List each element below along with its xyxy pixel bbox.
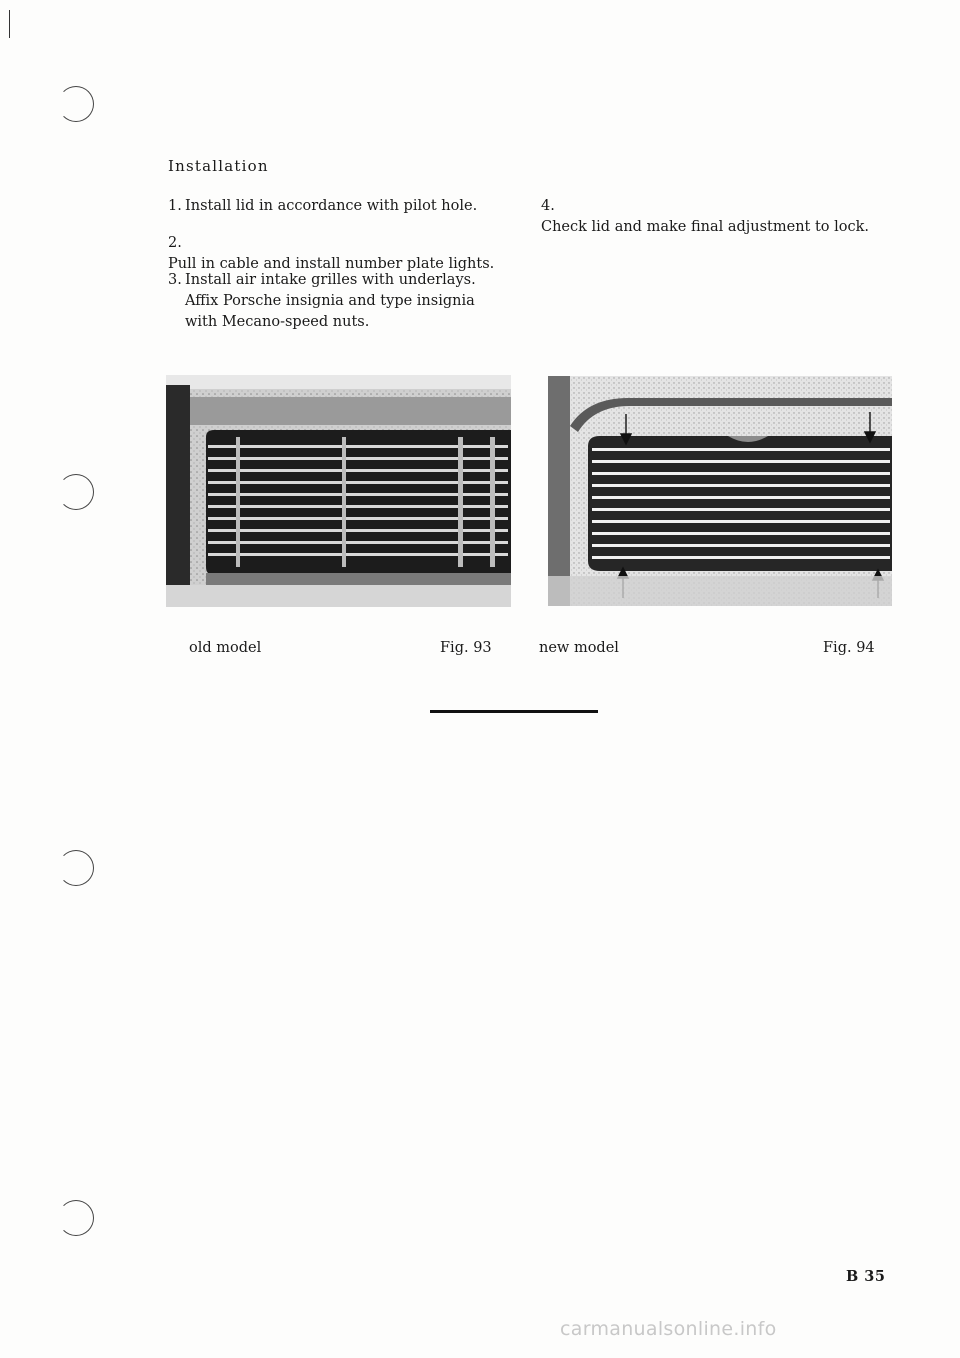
step-text: Install air intake grilles with underlays. Affix Porsche insignia and type insignia with Mecano-speed nuts.: [185, 272, 476, 330]
figure-93-label: Fig. 93: [440, 640, 492, 656]
grille-photo-old: [166, 375, 511, 607]
binder-hole-icon: [58, 1200, 94, 1236]
step-4: [541, 196, 881, 238]
binder-hole-icon: [58, 474, 94, 510]
margin-mark: [9, 10, 10, 38]
binder-hole-icon: [58, 850, 94, 886]
watermark: carmanualsonline.info: [560, 1318, 777, 1340]
step-number: 2.: [168, 235, 182, 251]
step-number: 4.: [541, 198, 555, 214]
step-text: Pull in cable and install number plate lights.: [168, 256, 495, 272]
step-text: Check lid and make final adjustment to lock.: [541, 219, 870, 235]
grille-photo-new: [548, 376, 892, 606]
binder-hole-icon: [58, 86, 94, 122]
step-number: 3.: [168, 272, 182, 288]
step-1: [168, 196, 508, 217]
figure-94-caption: new model: [539, 640, 619, 656]
step-2: [168, 233, 508, 275]
step-text: Install lid in accordance with pilot hole.: [185, 198, 478, 214]
step-3: [168, 270, 513, 333]
figure-94-label: Fig. 94: [823, 640, 875, 656]
figure-93-caption: old model: [189, 640, 262, 656]
figure-old-model-grille: [166, 375, 511, 607]
section-divider: [430, 710, 598, 713]
step-number: 1.: [168, 198, 182, 214]
section-heading: Installation: [168, 157, 269, 175]
figure-new-model-grille: [548, 376, 892, 606]
page-number: B 35: [846, 1268, 886, 1285]
